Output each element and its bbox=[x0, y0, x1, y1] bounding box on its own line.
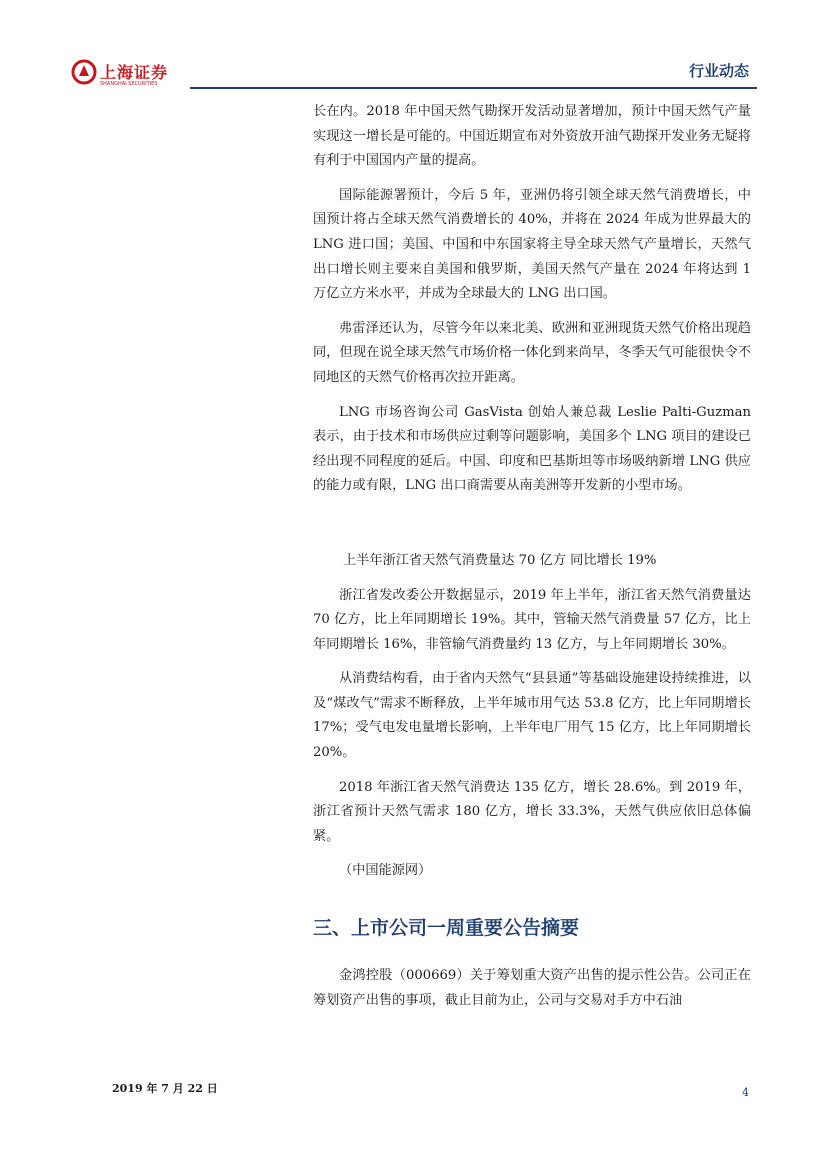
paragraph: 国际能源署预计，今后 5 年，亚洲仍将引领全球天然气消费增长，中国预计将占全球天然气消费增长的 40%，并将在 2024 年成为世界最大的 LNG 进口国；美国、中国和中东国家将主导全球天然气产量增长，天然气出口增长则主要来自美国和俄罗斯，美国天然气产量在 2024 年将达到 1 万亿立方米水平，并成为全球最大的 LNG 出口国。 bbox=[313, 187, 751, 302]
logo-emblem-icon bbox=[70, 58, 98, 86]
page-number: 4 bbox=[742, 1086, 749, 1099]
paragraph: 金鸿控股（000669）关于筹划重大资产出售的提示性公告。公司正在筹划资产出售的事项，截止目前为止，公司与交易对手方中石油 bbox=[313, 968, 751, 1008]
header-divider bbox=[190, 87, 757, 89]
report-date: 2019 年 7 月 22 日 bbox=[112, 1082, 218, 1095]
source-citation: （中国能源网） bbox=[339, 863, 432, 879]
logo-subtext: SHANGHAI SECURITIES bbox=[100, 81, 158, 87]
document-body bbox=[313, 100, 751, 1013]
paragraph: 长在内。2018 年中国天然气勘探开发活动显著增加，预计中国天然气产量实现这一增长是可能的。中国近期宣布对外资放开油气勘探开发业务无疑将有利于中国国内产量的提高。 bbox=[313, 104, 751, 169]
paragraph: 从消费结构看，由于省内天然气“县县通”等基础设施建设持续推进，以及“煤改气”需求不断释放，上半年城市用气达 53.8 亿方，比上年同期增长 17%；受气电发电量增长影响，上半年电厂用气 15 亿方，比上年同期增长 20%。 bbox=[313, 671, 751, 761]
logo-text: 上海证券 bbox=[100, 63, 169, 82]
paragraph: 2018 年浙江省天然气消费达 135 亿方，增长 28.6%。到 2019 年，浙江省预计天然气需求 180 亿方，增长 33.3%，天然气供应依旧总体偏紧。 bbox=[313, 779, 751, 844]
section-label: 行业动态 bbox=[688, 62, 749, 80]
paragraph: 弗雷泽还认为，尽管今年以来北美、欧洲和亚洲现货天然气价格出现趋同，但现在说全球天然气市场价格一体化到来尚早，冬季天气可能很快令不同地区的天然气价格再次拉开距离。 bbox=[313, 320, 751, 385]
paragraph: LNG 市场咨询公司 GasVista 创始人兼总裁 Leslie Palti-Guzman 表示，由于技术和市场供应过剩等问题影响，美国多个 LNG 项目的建设已经出现不同程度的延后。中国、印度和巴基斯坦等市场吸纳新增 LNG 供应的能力或有限，LNG 出口商需要从南美洲等开发新的小型市场。 bbox=[313, 404, 751, 494]
company-logo bbox=[70, 58, 190, 92]
news-subheading: 上半年浙江省天然气消费量达 70 亿方 同比增长 19% bbox=[343, 552, 657, 568]
paragraph: 浙江省发改委公开数据显示，2019 年上半年，浙江省天然气消费量达 70 亿方，比上年同期增长 19%。其中，管输天然气消费量 57 亿方，比上年同期增长 16%，非管输气消费量约 13 亿方，与上年同期增长 30%。 bbox=[313, 587, 751, 652]
section-title: 三、上市公司一周重要公告摘要 bbox=[313, 917, 580, 940]
